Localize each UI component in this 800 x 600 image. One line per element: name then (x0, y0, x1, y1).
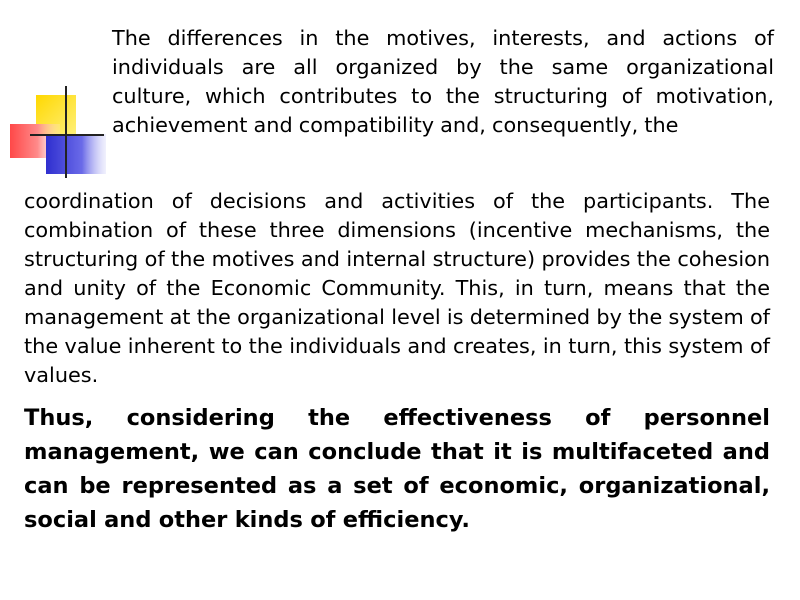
body-paragraph: coordination of decisions and activities of the participants. The combination of these three dimensions (incentive mechanisms, the structuring of the motives and internal structure) provides the cohesion and unity of the Economic Community. This, in turn, means that the management at the organizational level is determined by the system of the value inherent to the individuals and creates, in turn, this system of values. (24, 189, 770, 387)
blue-square (46, 134, 106, 174)
intro-paragraph: The differences in the motives, interests, and actions of individuals are all organized by the same organizational culture, which contributes to the structuring of motivation, achievement and compatibility and, consequently, the (112, 26, 774, 137)
corner-decoration-graphic (0, 0, 110, 200)
conclusion-paragraph: Thus, considering the effectiveness of personnel management, we can conclude that it is multifaceted and can be represented as a set of economic, organizational, social and other kinds of efficiency. (24, 405, 770, 533)
